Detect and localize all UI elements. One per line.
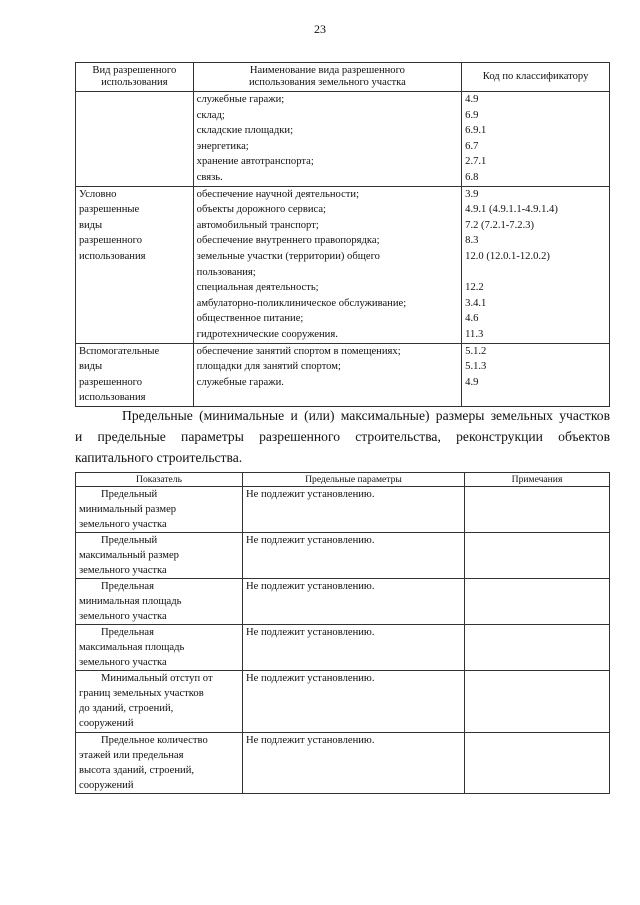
use-names-cell: [193, 186, 462, 343]
header-code: Код по классификатору: [462, 63, 610, 92]
use-code: 7.2 (7.2.1-7.2.3): [465, 219, 535, 231]
use-code: 5.1.2: [465, 345, 487, 357]
use-code: 8.3: [465, 235, 479, 247]
table-row: [76, 186, 610, 343]
use-name: обеспечение внутреннего правопорядка;: [196, 235, 380, 247]
indicator-line: сооружений: [79, 780, 134, 791]
params-cell: Не подлежит установлению.: [243, 671, 465, 733]
indicator-cell: [76, 487, 243, 533]
table-row: [76, 579, 610, 625]
indicator-line: этажей или предельная: [79, 750, 184, 761]
use-name: служебные гаражи.: [196, 376, 284, 388]
params-cell: Не подлежит установлению.: [243, 533, 465, 579]
indicator-line: максимальная площадь: [79, 642, 185, 653]
use-type-line: разрешенные: [79, 204, 140, 216]
use-code: 4.9.1 (4.9.1.1-4.9.1.4): [465, 204, 558, 216]
paragraph-line: и предельные параметры разрешенного строительства, реконструкции объектов: [75, 429, 610, 444]
use-name: связь.: [196, 171, 223, 183]
table-row: [76, 733, 610, 794]
use-code: 4.9: [465, 94, 479, 105]
use-name: специальная деятельность;: [196, 282, 319, 294]
params-cell: Не подлежит установлению.: [243, 625, 465, 671]
header-use-type: [76, 63, 194, 92]
use-type-line: разрешенного: [79, 376, 143, 388]
use-code: 11.3: [465, 328, 484, 340]
notes-cell: [465, 733, 610, 794]
use-code: 6.7: [465, 140, 479, 152]
use-name: пользования;: [196, 266, 256, 278]
use-code: 4.6: [465, 313, 479, 325]
indicator-line: минимальная площадь: [79, 596, 182, 607]
use-name: площадки для занятий спортом;: [196, 361, 341, 373]
header-params: Предельные параметры: [243, 473, 465, 487]
indicator-line: Предельная: [101, 627, 154, 638]
indicator-line: до зданий, строений,: [79, 703, 174, 714]
header-use-name: [193, 63, 462, 92]
use-type-cell: [76, 186, 194, 343]
table-row: [76, 533, 610, 579]
use-name: обеспечение занятий спортом в помещениях;: [196, 345, 401, 357]
use-code: 2.7.1: [465, 156, 487, 168]
codes-cell: [462, 343, 610, 406]
table-header-row: [76, 473, 610, 487]
use-code: [465, 265, 606, 281]
indicator-cell: [76, 733, 243, 794]
table-row: [76, 92, 610, 187]
limits-table: [75, 472, 610, 794]
table-header-row: [76, 63, 610, 92]
use-type-line: виды: [79, 219, 103, 231]
use-name: общественное питание;: [196, 313, 304, 325]
paragraph-line: Предельные (минимальные и (или) максимальные) размеры земельных участков: [122, 408, 610, 423]
header-notes: Примечания: [465, 473, 610, 487]
params-cell: Не подлежит установлению.: [243, 487, 465, 533]
indicator-line: минимальный размер: [79, 504, 177, 515]
use-type-line: разрешенного: [79, 235, 143, 247]
indicator-cell: [76, 671, 243, 733]
indicator-line: земельного участка: [79, 565, 167, 576]
header-line: использования земельного участка: [248, 77, 406, 88]
indicator-cell: [76, 533, 243, 579]
codes-cell: [462, 186, 610, 343]
page-number: 23: [314, 22, 326, 36]
use-type-cell: [76, 343, 194, 406]
use-name: гидротехнические сооружения.: [196, 328, 338, 340]
use-name: амбулаторно-поликлиническое обслуживание;: [196, 297, 407, 309]
indicator-line: максимальный размер: [79, 550, 179, 561]
paragraph-line: капитального строительства.: [75, 450, 243, 465]
use-type-line: использования: [79, 250, 146, 262]
use-type-line: Условно: [79, 188, 117, 200]
use-type-line: Вспомогательные: [79, 345, 160, 357]
use-name: земельные участки (территории) общего: [196, 250, 380, 262]
notes-cell: [465, 533, 610, 579]
use-name: служебные гаражи;: [196, 94, 285, 105]
use-code: 12.0 (12.0.1-12.0.2): [465, 250, 550, 262]
use-type-line: использования: [79, 392, 146, 404]
header-line: использования: [101, 77, 168, 88]
indicator-line: земельного участка: [79, 519, 167, 530]
use-code: 12.2: [465, 282, 484, 294]
use-name: обеспечение научной деятельности;: [196, 188, 360, 200]
header-line: Наименование вида разрешенного: [249, 65, 405, 76]
use-names-cell: [193, 343, 462, 406]
table-row: [76, 487, 610, 533]
params-cell: Не подлежит установлению.: [243, 733, 465, 794]
use-code: 5.1.3: [465, 361, 487, 373]
table-row: [76, 671, 610, 733]
params-cell: Не подлежит установлению.: [243, 579, 465, 625]
use-name: складские площадки;: [196, 125, 294, 137]
indicator-line: Предельный: [101, 489, 158, 500]
notes-cell: [465, 671, 610, 733]
use-code: 6.9: [465, 109, 479, 121]
permitted-use-table: [75, 62, 610, 407]
notes-cell: [465, 487, 610, 533]
indicator-line: земельного участка: [79, 611, 167, 622]
indicator-line: Предельный: [101, 535, 158, 546]
indicator-line: границ земельных участков: [79, 688, 204, 699]
indicator-line: Предельное количество: [101, 735, 208, 746]
indicator-cell: [76, 625, 243, 671]
use-type-line: виды: [79, 361, 103, 373]
header-line: Вид разрешенного: [92, 65, 177, 76]
use-name: объекты дорожного сервиса;: [196, 204, 326, 216]
use-names-cell: [193, 92, 462, 187]
use-name: энергетика;: [196, 140, 249, 152]
indicator-line: Минимальный отступ от: [101, 673, 213, 684]
indicator-line: сооружений: [79, 718, 134, 729]
use-type-cell: [76, 92, 194, 187]
use-code: 4.9: [465, 376, 479, 388]
notes-cell: [465, 579, 610, 625]
codes-cell: [462, 92, 610, 187]
indicator-cell: [76, 579, 243, 625]
use-code: 6.9.1: [465, 125, 487, 137]
use-name: автомобильный транспорт;: [196, 219, 319, 231]
indicator-line: Предельная: [101, 581, 154, 592]
use-code: 3.9: [465, 188, 479, 200]
table-row: [76, 343, 610, 406]
use-code: 3.4.1: [465, 297, 487, 309]
use-name: склад;: [196, 109, 225, 121]
limits-paragraph: [75, 405, 610, 468]
header-indicator: Показатель: [76, 473, 243, 487]
notes-cell: [465, 625, 610, 671]
use-code: 6.8: [465, 171, 479, 183]
indicator-line: земельного участка: [79, 657, 167, 668]
use-name: хранение автотранспорта;: [196, 156, 314, 168]
indicator-line: высота зданий, строений,: [79, 765, 195, 776]
table-row: [76, 625, 610, 671]
